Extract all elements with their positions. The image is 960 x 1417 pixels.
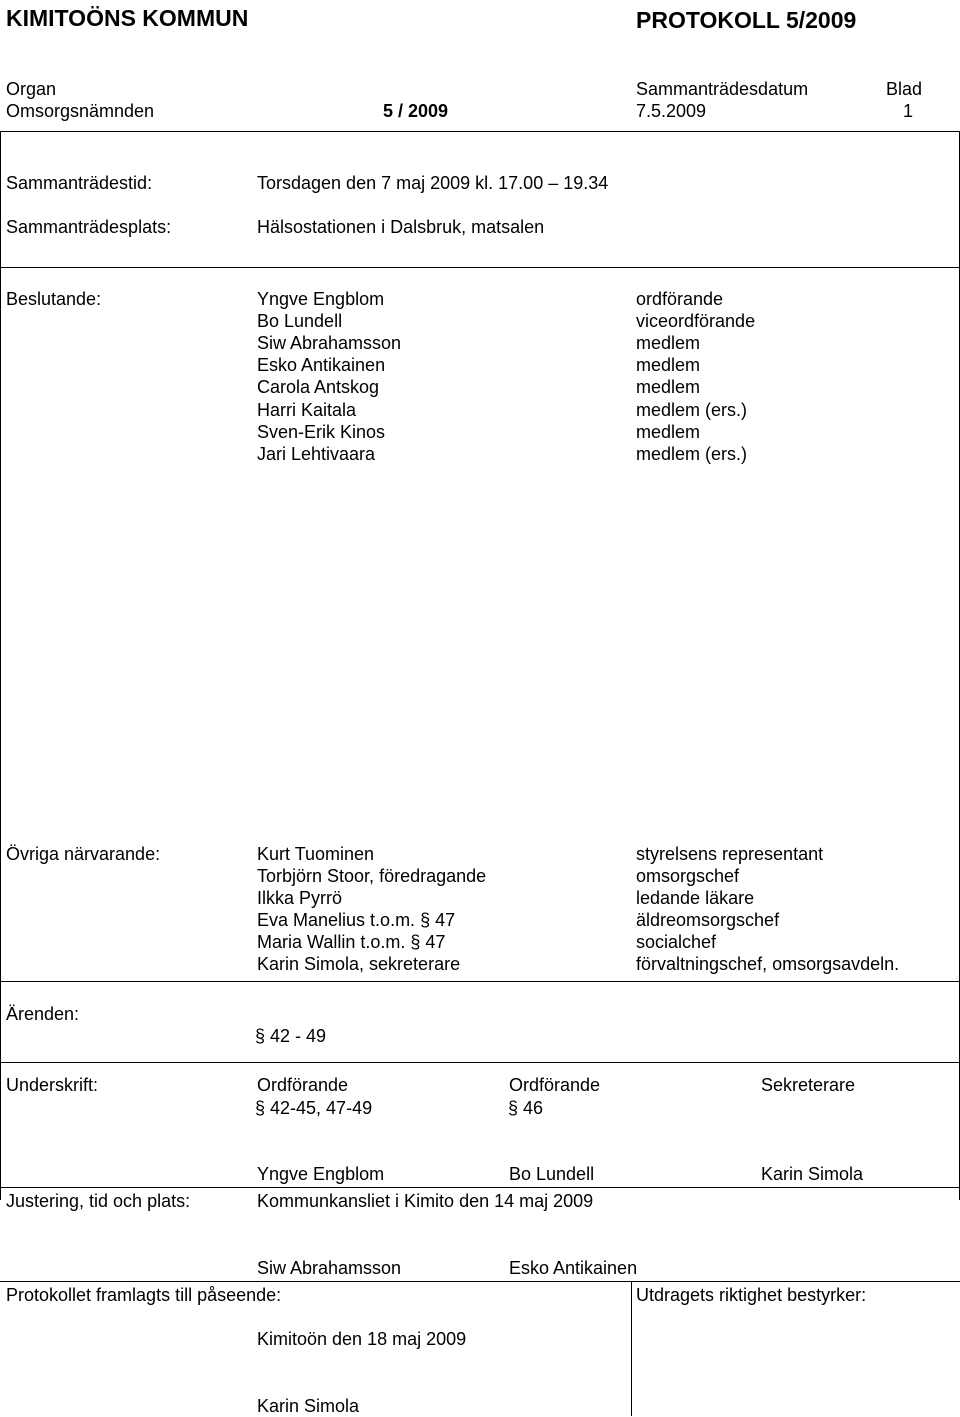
organ-value: Omsorgsnämnden [6, 101, 155, 121]
attendee-name: Ilkka Pyrrö [257, 888, 343, 908]
member-name: Jari Lehtivaara [257, 444, 376, 464]
header-divider [0, 131, 960, 132]
member-name: Esko Antikainen [257, 355, 386, 375]
member-role: medlem [636, 422, 701, 442]
adjustment-value: Kommunkansliet i Kimito den 14 maj 2009 [257, 1191, 594, 1211]
publication-place-date: Kimitoön den 18 maj 2009 [257, 1329, 467, 1349]
signature-col1-title: Ordförande [257, 1075, 349, 1095]
signature-col2-title: Ordförande [509, 1075, 601, 1095]
member-name: Bo Lundell [257, 311, 343, 331]
adjuster-1-name: Siw Abrahamsson [257, 1258, 402, 1278]
attendee-role: förvaltningschef, omsorgsavdeln. [636, 954, 900, 974]
attendee-role: äldreomsorgschef [636, 910, 780, 930]
meeting-divider [0, 267, 960, 268]
attendee-name: Kurt Tuominen [257, 844, 375, 864]
publication-signer: Karin Simola [257, 1396, 360, 1416]
member-name: Siw Abrahamsson [257, 333, 402, 353]
member-name: Harri Kaitala [257, 400, 357, 420]
signature-col2-sections: § 46 [508, 1098, 544, 1118]
meeting-place-label: Sammanträdesplats: [6, 217, 172, 237]
footer-column-divider [631, 1281, 632, 1416]
member-name: Carola Antskog [257, 377, 380, 397]
certify-label: Utdragets riktighet bestyrker: [636, 1285, 867, 1305]
meeting-date-value: 7.5.2009 [636, 101, 707, 121]
signature-col1-sections: § 42-45, 47-49 [255, 1098, 373, 1118]
meeting-time-value: Torsdagen den 7 maj 2009 kl. 17.00 – 19.34 [257, 173, 609, 193]
signature-col3-title: Sekreterare [761, 1075, 856, 1095]
deciding-label: Beslutande: [6, 289, 102, 309]
others-divider [0, 981, 960, 982]
attendee-name: Maria Wallin t.o.m. § 47 [257, 932, 446, 952]
attendee-role: ledande läkare [636, 888, 755, 908]
others-label: Övriga närvarande: [6, 844, 161, 864]
page-label: Blad [886, 79, 923, 99]
signature-divider [0, 1187, 960, 1188]
attendee-name: Eva Manelius t.o.m. § 47 [257, 910, 456, 930]
meeting-place-value: Hälsostationen i Dalsbruk, matsalen [257, 217, 545, 237]
member-role: viceordförande [636, 311, 756, 331]
adjustment-label: Justering, tid och plats: [6, 1191, 191, 1211]
meeting-date-label: Sammanträdesdatum [636, 79, 809, 99]
matters-divider [0, 1062, 960, 1063]
member-role: medlem [636, 355, 701, 375]
member-role: medlem (ers.) [636, 444, 748, 464]
member-name: Yngve Engblom [257, 289, 385, 309]
adjuster-2-name: Esko Antikainen [509, 1258, 638, 1278]
protocol-number-value: 5 / 2009 [383, 101, 449, 121]
attendee-role: socialchef [636, 932, 717, 952]
member-role: medlem [636, 377, 701, 397]
matters-value: § 42 - 49 [255, 1026, 327, 1046]
adjustment-divider [0, 1281, 960, 1282]
matters-label: Ärenden: [6, 1004, 80, 1024]
attendee-name: Torbjörn Stoor, föredragande [257, 866, 487, 886]
attendee-role: omsorgschef [636, 866, 740, 886]
member-role: medlem (ers.) [636, 400, 748, 420]
member-name: Sven-Erik Kinos [257, 422, 386, 442]
signature-label: Underskrift: [6, 1075, 99, 1095]
municipality-name: KIMITOÖNS KOMMUN [6, 5, 249, 31]
signature-col3-name: Karin Simola [761, 1164, 864, 1184]
member-role: medlem [636, 333, 701, 353]
attendee-role: styrelsens representant [636, 844, 824, 864]
page-value: 1 [903, 101, 914, 121]
signature-col2-name: Bo Lundell [509, 1164, 595, 1184]
organ-label: Organ [6, 79, 57, 99]
attendee-name: Karin Simola, sekreterare [257, 954, 461, 974]
signature-col1-name: Yngve Engblom [257, 1164, 385, 1184]
meeting-time-label: Sammanträdestid: [6, 173, 153, 193]
publication-label: Protokollet framlagts till påseende: [6, 1285, 282, 1305]
protocol-number: PROTOKOLL 5/2009 [636, 7, 857, 33]
left-frame-line [0, 131, 1, 1200]
member-role: ordförande [636, 289, 724, 309]
